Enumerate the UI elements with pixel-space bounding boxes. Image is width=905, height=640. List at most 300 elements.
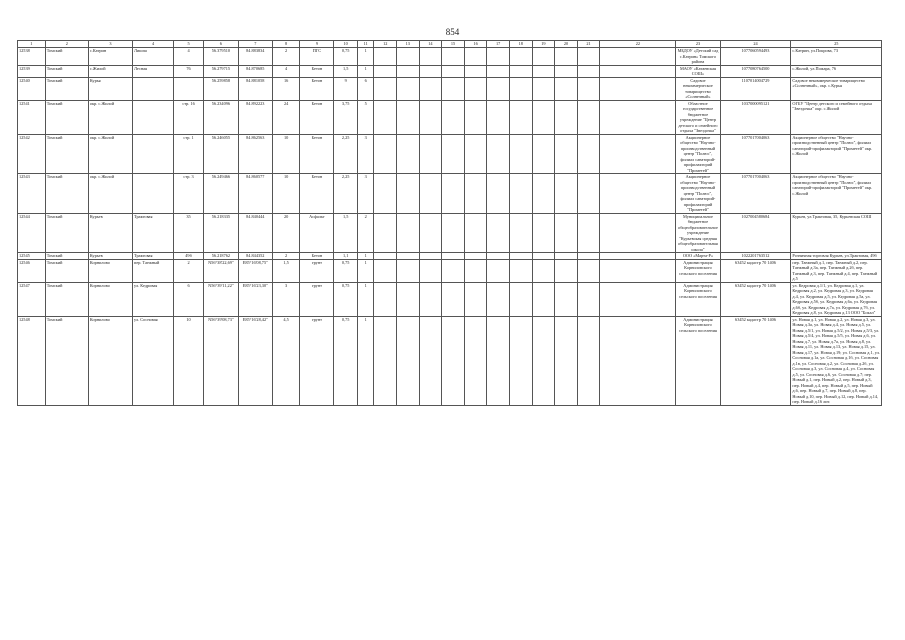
table-cell <box>374 259 397 282</box>
table-cell: 1 <box>357 259 373 282</box>
table-cell <box>174 77 204 100</box>
table-cell: 1077017004063 <box>720 174 791 214</box>
table-cell <box>532 213 555 253</box>
table-cell <box>464 65 487 77</box>
table-cell <box>419 174 442 214</box>
table-cell: 1037000095121 <box>720 100 791 134</box>
table-cell: Томский <box>45 282 88 316</box>
table-cell <box>509 174 532 214</box>
table-cell: окр. с.Жилой <box>88 134 132 174</box>
table-cell <box>442 316 465 405</box>
table-cell <box>600 174 676 214</box>
table-cell: 1 <box>357 316 373 405</box>
table-cell: 1077017004063 <box>720 134 791 174</box>
table-cell: E85°16'28,42" <box>238 316 272 405</box>
table-cell: Корнилово <box>88 282 132 316</box>
table-cell <box>374 100 397 134</box>
table-cell <box>442 259 465 282</box>
table-cell <box>442 134 465 174</box>
table-cell: 12547 <box>18 282 46 316</box>
table-cell <box>374 213 397 253</box>
table-cell <box>509 77 532 100</box>
table-cell: Томский <box>45 253 88 260</box>
table-cell: 4,5 <box>272 316 300 405</box>
column-header: 7 <box>238 41 272 48</box>
table-cell: 0,75 <box>334 316 358 405</box>
table-cell <box>600 48 676 66</box>
table-cell: 12548 <box>18 316 46 405</box>
table-cell <box>442 65 465 77</box>
table-cell: ул. Кедровая <box>133 282 174 316</box>
table-cell <box>577 65 600 77</box>
table-cell <box>555 48 578 66</box>
table-cell: Администрация Корниловского сельского поселения <box>676 316 720 405</box>
table-cell <box>419 282 442 316</box>
table-cell <box>464 259 487 282</box>
table-cell: Трактовая <box>133 213 174 253</box>
table-cell <box>577 134 600 174</box>
table-cell <box>397 174 420 214</box>
table-cell: 1027004580684 <box>720 213 791 253</box>
table-cell: грунт <box>300 282 334 316</box>
column-header: 18 <box>509 41 532 48</box>
column-header: 3 <box>88 41 132 48</box>
table-cell: 84.881058 <box>238 77 272 100</box>
table-row <box>18 77 882 100</box>
table-cell: Акционерное общество "Научно-производственный центр "Полюс", филиал санаторий-профилакторий "Прометей" <box>676 174 720 214</box>
column-header: 15 <box>442 41 465 48</box>
table-cell <box>555 77 578 100</box>
table-cell: пер. Таежный <box>133 259 174 282</box>
table-cell <box>600 100 676 134</box>
table-cell: 1,5 <box>334 65 358 77</box>
table-row <box>18 316 882 405</box>
table-cell: Корнилово <box>88 259 132 282</box>
column-header: 10 <box>334 41 358 48</box>
table-cell: Томский <box>45 134 88 174</box>
table-cell <box>487 174 510 214</box>
table-cell <box>600 282 676 316</box>
table-cell: 1 <box>357 253 373 260</box>
table-cell: с.Катрин <box>88 48 132 66</box>
table-cell: 12544 <box>18 213 46 253</box>
table-cell: 2 <box>357 213 373 253</box>
table-cell: Областное государственное бюджетное учреждение "Центр детского и семейного отдыха "Звездочка" <box>676 100 720 134</box>
table-cell: 4 <box>272 65 300 77</box>
table-cell: с.Жилой, ул.Пожара, 76 <box>791 65 882 77</box>
table-cell: 35 <box>174 213 204 253</box>
table-cell <box>509 259 532 282</box>
table-cell: Муниципальное бюджетное общеобразовательное учреждение "Курьевская средняя общеобразовательная школа" <box>676 213 720 253</box>
table-cell: Корнилово <box>88 316 132 405</box>
table-cell <box>397 65 420 77</box>
table-cell <box>555 282 578 316</box>
table-cell: Администрация Корниловского сельского поселения <box>676 282 720 316</box>
table-cell <box>555 174 578 214</box>
table-cell: 3 <box>357 174 373 214</box>
table-cell: 63452 кадастр 70 1406 <box>720 282 791 316</box>
table-cell: Томский <box>45 100 88 134</box>
table-cell <box>419 213 442 253</box>
table-cell: E85°16'08,75" <box>238 259 272 282</box>
column-header: 1 <box>18 41 46 48</box>
table-cell: 12543 <box>18 174 46 214</box>
table-cell <box>464 174 487 214</box>
table-cell: пер. Таежный д.1, пер. Таежный д.2, пер. Таежный д.3а, пер. Таежный д.2б, пер. Таежный д.3, пер. Таежный д.4, пер. Таежный д.5 <box>791 259 882 282</box>
table-cell: 1077060594493 <box>720 48 791 66</box>
table-cell <box>487 100 510 134</box>
table-cell <box>600 316 676 405</box>
table-cell <box>532 282 555 316</box>
column-header: 11 <box>357 41 373 48</box>
table-cell: 1 <box>357 65 373 77</box>
table-cell <box>397 77 420 100</box>
table-cell <box>464 282 487 316</box>
table-cell: 2 <box>272 253 300 260</box>
table-cell: 84.892223 <box>238 100 272 134</box>
table-cell: 56.218335 <box>203 213 238 253</box>
column-header: 24 <box>720 41 791 48</box>
table-cell <box>532 259 555 282</box>
table-cell <box>419 134 442 174</box>
table-cell <box>600 77 676 100</box>
table-cell: Асфальт <box>300 213 334 253</box>
table-cell: Томский <box>45 77 88 100</box>
table-cell: Лишпа <box>133 48 174 66</box>
column-header: 6 <box>203 41 238 48</box>
table-cell: Курьев <box>88 213 132 253</box>
table-cell <box>577 77 600 100</box>
table-cell: 84.860577 <box>238 174 272 214</box>
table-cell: 3 <box>272 282 300 316</box>
table-cell: 6 <box>357 77 373 100</box>
table-row <box>18 259 882 282</box>
table-cell <box>555 213 578 253</box>
table-cell <box>577 48 600 66</box>
table-cell: окр. с.Жилой <box>88 100 132 134</box>
table-cell: 5 <box>357 100 373 134</box>
table-cell: Бетон <box>300 134 334 174</box>
table-cell: 56.279715 <box>203 65 238 77</box>
table-cell: 0,75 <box>334 259 358 282</box>
table-cell: ул. Кедровая д.1/1, ул. Кедровая д.1, ул. Кедровая д.2, ул. Кедровая д.3, ул. Кедровая д.4, ул. Кедровая д.5, ул. Кедровая д.5а, ул. Кедровая д.5б, ул. Кедровая д.6а, ул. Кедровая д.6б, ул. Кедровая д.7а, ул. Кедровая д.7б, ул. Кедровая д.8, ул. Кедровая д.13 ООО "Бокал" <box>791 282 882 316</box>
table-cell: 56.234096 <box>203 100 238 134</box>
table-cell <box>464 316 487 405</box>
table-cell <box>509 316 532 405</box>
table-cell: 56.249466 <box>203 174 238 214</box>
table-cell <box>577 213 600 253</box>
table-cell <box>509 282 532 316</box>
column-header: 21 <box>577 41 600 48</box>
table-cell: ул. Новая д.1, ул. Новая д.2, ул. Новая д.3, ул. Новая д.3а, ул. Новая д.4, ул. Новая д.5, ул. Новая д.5/1, ул. Новая д.5/2, ул. Новая д.5/3, ул. Новая д.5/4, ул. Новая д.5/5, ул. Новая д.6, ул. Новая д.7, ул. Новая д.7а, ул. Новая д.8, ул. Новая д.11, ул. Новая д.13, ул. Новая д.15, ул. Новая д.17, ул. Новая д.19; ул. Сосновая д.1, ул. Сосновая д.1а, ул. Сосновая д.1б, ул. Сосновая д.1в, ул. Сосновая д.2, ул. Сосновая д.2б, ул. Сосновая д.3, ул. Сосновая д.4, ул. Сосновая д.5, ул. Сосновая д.6, ул. Сосновая д.7; пер. Новый д.1, пер. Новый д.2, пер. Новый д.3, пер. Новый д.4, пер. Новый д.5, пер. Новый д.6, пер. Новый д.7, пер. Новый д.8, пер. Новый д.10, пер. Новый д.12, пер. Новый д.14, пер. Новый д.16 лит. <box>792 316 880 404</box>
table-cell: Лесная <box>133 65 174 77</box>
table-cell: стр. 16 <box>174 100 204 134</box>
table-cell <box>419 316 442 405</box>
table-cell: 2,25 <box>334 134 358 174</box>
column-header: 14 <box>419 41 442 48</box>
table-cell <box>133 134 174 174</box>
table-cell: 1,5 <box>272 259 300 282</box>
table-cell <box>374 134 397 174</box>
table-cell: 84.840444 <box>238 213 272 253</box>
table-cell: 1,5 <box>334 213 358 253</box>
table-row <box>18 48 882 66</box>
table-cell <box>374 77 397 100</box>
table-cell <box>487 48 510 66</box>
table-cell: с.Катрин, ул.Покрова, 73 <box>791 48 882 66</box>
table-cell: 2,25 <box>334 174 358 214</box>
table-cell <box>555 316 578 405</box>
table-cell <box>577 100 600 134</box>
column-header: 12 <box>374 41 397 48</box>
table-cell <box>532 316 555 405</box>
table-cell: 12540 <box>18 77 46 100</box>
table-cell: 63452 кадастр 70 1406 <box>720 259 791 282</box>
table-cell <box>532 48 555 66</box>
table-cell: 1022201763512 <box>720 253 791 260</box>
table-cell <box>487 77 510 100</box>
column-header: 9 <box>300 41 334 48</box>
table-cell <box>419 100 442 134</box>
column-header: 20 <box>555 41 578 48</box>
column-header: 16 <box>464 41 487 48</box>
table-row <box>18 65 882 77</box>
table-cell: 84.883834 <box>238 48 272 66</box>
table-cell <box>600 213 676 253</box>
table-row <box>18 100 882 134</box>
column-header: 13 <box>397 41 420 48</box>
table-cell <box>600 134 676 174</box>
table-cell: Томский <box>45 174 88 214</box>
table-cell: Акционерное общество "Научно-производственный центр "Полюс", филиал санаторий-профилакторий "Прометей" окр. с.Жилой <box>791 174 882 214</box>
table-cell <box>464 100 487 134</box>
table-cell <box>600 259 676 282</box>
table-cell <box>555 100 578 134</box>
table-cell <box>577 259 600 282</box>
table-cell: Томский <box>45 48 88 66</box>
table-cell: грунт <box>300 316 334 405</box>
table-cell: ПГС <box>300 48 334 66</box>
table-cell <box>532 77 555 100</box>
column-header: 23 <box>676 41 720 48</box>
table-cell: 20 <box>272 213 300 253</box>
table-cell <box>487 282 510 316</box>
table-cell: 76 <box>174 65 204 77</box>
table-cell: окр. с.Жилой <box>88 174 132 214</box>
table-cell <box>487 316 510 405</box>
table-cell <box>442 282 465 316</box>
table-cell: Акционерное общество "Научно-производственный центр "Полюс", филиал санаторий-профилакторий "Прометей" окр. с.Жилой <box>791 134 882 174</box>
table-cell <box>419 48 442 66</box>
table-cell <box>374 48 397 66</box>
table-cell: стр. 1 <box>174 134 204 174</box>
table-row <box>18 134 882 174</box>
table-cell: 3,75 <box>334 100 358 134</box>
table-cell: 2 <box>174 259 204 282</box>
table-row <box>18 282 882 316</box>
table-cell <box>374 282 397 316</box>
table-cell: с.Жилой <box>88 65 132 77</box>
table-row <box>18 174 882 214</box>
table-row <box>18 213 882 253</box>
table-cell <box>532 174 555 214</box>
table-cell: 63452 кадастр 70 1406 <box>720 316 791 405</box>
table-cell <box>397 100 420 134</box>
column-header: 8 <box>272 41 300 48</box>
table-cell <box>577 282 600 316</box>
table-cell: грунт <box>300 259 334 282</box>
table-cell: Трактовая <box>133 253 174 260</box>
table-cell <box>397 134 420 174</box>
table-cell: 1 <box>357 282 373 316</box>
table-cell: 16 <box>272 77 300 100</box>
table-cell <box>487 213 510 253</box>
table-cell <box>133 174 174 214</box>
table-cell: 10 <box>272 134 300 174</box>
table-cell <box>374 316 397 405</box>
table-cell <box>397 48 420 66</box>
table-cell <box>442 100 465 134</box>
table-cell <box>509 100 532 134</box>
table-cell <box>374 174 397 214</box>
table-cell <box>442 77 465 100</box>
table-cell: 0,75 <box>334 48 358 66</box>
table-cell: 56.259858 <box>203 77 238 100</box>
table-cell: N56°38'22,69" <box>203 259 238 282</box>
table-cell: 1077080764500 <box>720 65 791 77</box>
table-cell: 84.844352 <box>238 253 272 260</box>
table-cell: ул. Сосновая <box>133 316 174 405</box>
table-cell: 1 <box>357 48 373 66</box>
table-cell: Томский <box>45 213 88 253</box>
column-header: 25 <box>791 41 882 48</box>
table-cell <box>464 213 487 253</box>
table-cell: Курьев, ул.Трактовая, 35, Курьевская СОШ <box>791 213 882 253</box>
table-cell: Садовое некоммерческое товарищество «Солнечный» <box>676 77 720 100</box>
table-cell <box>487 65 510 77</box>
table-cell <box>419 77 442 100</box>
table-cell <box>419 259 442 282</box>
table-cell <box>397 282 420 316</box>
column-header: 2 <box>45 41 88 48</box>
table-cell <box>442 48 465 66</box>
registry-table <box>17 40 882 406</box>
table-cell <box>133 77 174 100</box>
table-cell: 12542 <box>18 134 46 174</box>
table-cell: E85°16'23,30" <box>238 282 272 316</box>
table-cell: 56.379510 <box>203 48 238 66</box>
table-cell: 84.862563 <box>238 134 272 174</box>
table-cell: Томский <box>45 316 88 405</box>
table-cell <box>397 259 420 282</box>
table-cell: ООО «Марта-Р» <box>676 253 720 260</box>
table-cell: ОГБУ "Центр детского и семейного отдыха "Звездочка" окр. с.Жилой <box>791 100 882 134</box>
table-cell <box>577 174 600 214</box>
table-cell <box>555 134 578 174</box>
table-cell <box>374 65 397 77</box>
table-cell <box>464 134 487 174</box>
table-cell: 12546 <box>18 259 46 282</box>
table-cell: 6 <box>174 282 204 316</box>
table-cell: Бетон <box>300 253 334 260</box>
table-cell <box>442 213 465 253</box>
table-cell: 49б <box>174 253 204 260</box>
table-cell: 10 <box>272 174 300 214</box>
table-cell: 56.218762 <box>203 253 238 260</box>
table-cell <box>555 259 578 282</box>
table-cell <box>442 174 465 214</box>
table-cell <box>464 77 487 100</box>
column-header: 17 <box>487 41 510 48</box>
table-cell <box>532 100 555 134</box>
table-cell: Бетон <box>300 100 334 134</box>
table-cell <box>464 48 487 66</box>
table-cell: N56°39'08,73" <box>203 316 238 405</box>
table-cell: Курьев <box>88 253 132 260</box>
column-header: 5 <box>174 41 204 48</box>
table-cell: 56.246055 <box>203 134 238 174</box>
table-cell: 12538 <box>18 48 46 66</box>
table-cell: 10 <box>174 316 204 405</box>
table-cell: Бетон <box>300 174 334 214</box>
table-cell <box>487 134 510 174</box>
column-header: 4 <box>133 41 174 48</box>
page-number: 854 <box>445 27 460 37</box>
table-cell: Бетон <box>300 77 334 100</box>
table-cell: Томский <box>45 259 88 282</box>
table-cell: 12545 <box>18 253 46 260</box>
table-cell: N56°39'11,22" <box>203 282 238 316</box>
table-cell <box>555 65 578 77</box>
table-cell <box>509 134 532 174</box>
table-cell: МБДОУ «Детский сад с.Катрин» Томского района <box>677 48 719 64</box>
table-cell <box>397 213 420 253</box>
table-cell <box>532 134 555 174</box>
table-cell: Томский <box>45 65 88 77</box>
table-cell <box>509 65 532 77</box>
table-cell: 3 <box>357 134 373 174</box>
table-cell: 2 <box>272 48 300 66</box>
table-cell <box>419 65 442 77</box>
table-cell: 1,1 <box>334 253 358 260</box>
table-cell: Акционерное общество "Научно-производственный центр "Полюс", филиал санаторий-профилакторий "Прометей" <box>676 134 720 174</box>
column-header: 22 <box>600 41 676 48</box>
table-cell <box>397 316 420 405</box>
table-cell <box>487 259 510 282</box>
table-cell: Курья <box>88 77 132 100</box>
table-cell: 12539 <box>18 65 46 77</box>
table-cell: Садовое некоммерческое товарищество «Солнечный», окр. с.Курья <box>791 77 882 100</box>
table-cell <box>133 100 174 134</box>
table-cell: 24 <box>272 100 300 134</box>
table-cell: МАОУ «Катаевская СОШ» <box>676 65 720 77</box>
table-cell <box>600 65 676 77</box>
table-cell: 0,75 <box>334 282 358 316</box>
table-cell: 9 <box>334 77 358 100</box>
column-header: 19 <box>532 41 555 48</box>
table-cell: стр. 3 <box>174 174 204 214</box>
table-cell: 84.870685 <box>238 65 272 77</box>
table-cell <box>532 65 555 77</box>
table-cell <box>509 213 532 253</box>
table-cell <box>577 316 600 405</box>
table-cell: 4 <box>174 48 204 66</box>
table-cell: 1107014004729 <box>720 77 791 100</box>
table-cell: Бетон <box>300 65 334 77</box>
table-cell: Администрация Корниловского сельского поселения <box>676 259 720 282</box>
table-cell: Розничная торговля Курьев, ул.Трактовая, 49б <box>791 253 882 260</box>
column-number-row <box>18 41 882 48</box>
